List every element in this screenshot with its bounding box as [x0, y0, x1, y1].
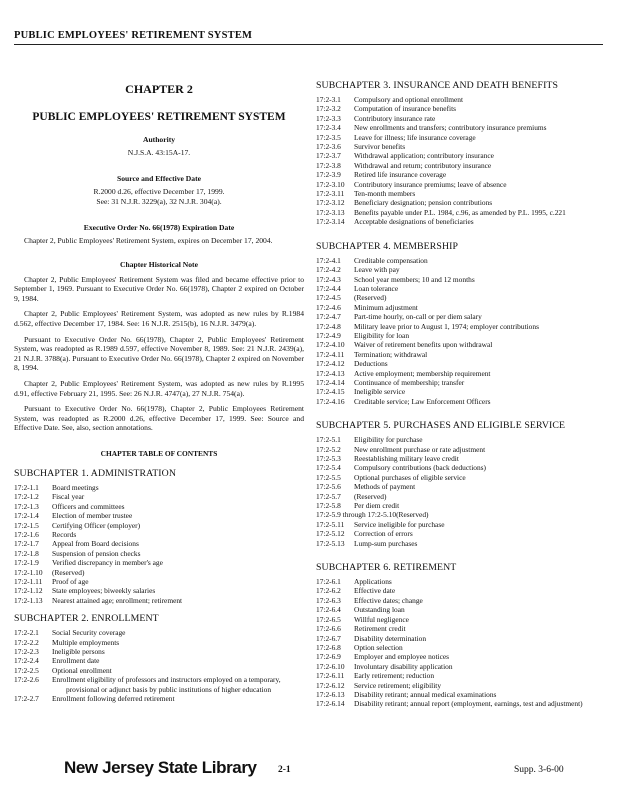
- toc-entry: [316, 435, 607, 444]
- section-title: Eligibility for loan: [354, 330, 410, 340]
- section-title: Beneficiary designation; pension contributions: [354, 198, 493, 208]
- section-number: 17:2-3.12: [316, 198, 345, 208]
- toc-entry: [14, 539, 304, 548]
- toc-entry: [316, 369, 607, 378]
- section-title: Contributory insurance rate: [354, 113, 436, 123]
- toc-entry: [14, 628, 304, 637]
- section-number: 17:2-4.16: [316, 396, 345, 406]
- toc-entry: [316, 397, 607, 406]
- section-title: Appeal from Board decisions: [52, 539, 139, 549]
- section-number: 17:2-4.5: [316, 293, 341, 303]
- toc-entry: [316, 359, 607, 368]
- section-number: 17:2-1.11: [14, 576, 43, 586]
- section-number: 17:2-3.6: [316, 142, 341, 152]
- toc-entry: [316, 114, 607, 123]
- toc-entry: [316, 189, 607, 198]
- toc-entry: [316, 350, 607, 359]
- toc-entry: [316, 445, 607, 454]
- section-title: Continuance of membership; transfer: [354, 377, 465, 387]
- section-number: 17:2-1.13: [14, 595, 43, 605]
- section-title: Involuntary disability application: [354, 661, 453, 671]
- toc-entry: [316, 293, 607, 302]
- executive-order-heading: Executive Order No. 66(1978) Expiration Date: [83, 223, 235, 232]
- toc-list: [316, 256, 607, 407]
- section-title: Reestablishing military leave credit: [354, 454, 459, 463]
- section-number: 17:2-4.15: [316, 387, 345, 397]
- section-title: (Reserved): [354, 491, 387, 501]
- section-title: Enrollment eligibility of professors and instructors employed on a temporary, provisional or adjunct basis by public institutions of higher education: [52, 675, 281, 694]
- toc-entry: [316, 265, 607, 274]
- section-title: Leave for illness; life insurance coverage: [354, 132, 476, 142]
- toc-entry: [316, 492, 607, 501]
- section-number: 17:2-1.10: [14, 567, 43, 577]
- section-number: 17:2-3.2: [316, 104, 341, 114]
- section-number: 17:2-4.13: [316, 368, 345, 378]
- toc-entry: [316, 577, 607, 586]
- running-header: PUBLIC EMPLOYEES' RETIREMENT SYSTEM: [14, 30, 253, 41]
- historical-note-heading: Chapter Historical Note: [120, 259, 198, 269]
- toc-entry: [316, 123, 607, 132]
- section-number: 17:2-1.5: [14, 520, 39, 530]
- section-number: 17:2-1.1: [14, 482, 39, 492]
- section-title: Nearest attained age; enrollment; retirement: [52, 595, 183, 605]
- toc-entry: [316, 615, 607, 624]
- section-number: 17:2-4.7: [316, 312, 341, 322]
- section-number: 17:2-3.4: [316, 123, 341, 133]
- section-number: 17:2-6.14: [316, 699, 345, 709]
- toc-entry: [14, 694, 304, 703]
- section-title: Computation of insurance benefits: [354, 104, 457, 114]
- section-title: New enrollments and transfers; contributory insurance premiums: [354, 123, 547, 133]
- section-title: Compulsory contributions (back deductions): [354, 463, 486, 473]
- toc-entry: [316, 133, 607, 142]
- section-title: Applications: [354, 577, 392, 587]
- section-title: Active employment; membership requirement: [354, 368, 491, 378]
- source-line: R.2000 d.26, effective December 17, 1999.: [93, 187, 225, 196]
- section-number: 17:2-2.5: [14, 665, 39, 675]
- section-number: 17:2-2.3: [14, 647, 39, 656]
- toc-entry: [316, 643, 607, 652]
- toc-entry: [316, 454, 607, 463]
- historical-note-paragraph: Chapter 2, Public Employees' Retirement System, was adopted as new rules by R.1984 d.562, effective December 17, 1984. See: 16 N.J.R. 2515(b), 16 N.J.R. 3479(a).: [14, 309, 304, 328]
- section-title: School year members; 10 and 12 months: [354, 274, 475, 284]
- toc-entry: [316, 303, 607, 312]
- section-number: 17:2-6.2: [316, 586, 341, 596]
- section-title: Methods of payment: [354, 482, 416, 492]
- section-number: 17:2-4.11: [316, 349, 345, 359]
- section-title: Military leave prior to August 1, 1974; employer contributions: [354, 321, 539, 331]
- section-title: Verified discrepancy in member's age: [52, 558, 163, 568]
- section-title: Deductions: [354, 359, 388, 369]
- toc-entry: [316, 170, 607, 179]
- section-title: Compulsory and optional enrollment: [354, 95, 463, 104]
- right-column: [316, 80, 607, 709]
- section-number: 17:2-2.7: [14, 694, 39, 704]
- section-number: 17:2-2.2: [14, 637, 39, 647]
- authority-heading: Authority: [142, 135, 176, 144]
- section-number: 17:2-5.4: [316, 463, 341, 473]
- toc-entry: [14, 675, 304, 694]
- section-number: 17:2-5.1: [316, 435, 341, 445]
- toc-list: [316, 95, 607, 227]
- left-column: [14, 80, 304, 703]
- section-number: 17:2-4.4: [316, 283, 341, 293]
- section-title: Correction of errors: [354, 529, 413, 539]
- toc-entry: [316, 331, 607, 340]
- section-number: 17:2-3.8: [316, 160, 341, 170]
- section-number: 17:2-6.10: [316, 661, 345, 671]
- section-title: Creditable compensation: [354, 255, 428, 265]
- section-title: Optional enrollment: [52, 665, 112, 675]
- toc-list: [14, 483, 304, 605]
- section-number: 17:2-4.10: [316, 340, 345, 350]
- toc-entry: [14, 492, 304, 501]
- subchapter-heading: SUBCHAPTER 4. MEMBERSHIP: [316, 240, 459, 252]
- toc-entry: [316, 529, 607, 538]
- section-number: 17:2-5.7: [316, 491, 341, 501]
- toc-entry: [14, 577, 304, 586]
- section-title: Proof of age: [52, 576, 89, 586]
- section-number: 17:2-2.6: [14, 675, 39, 685]
- toc-entry: [316, 322, 607, 331]
- toc-entry: [316, 501, 607, 510]
- header-rule: [14, 44, 603, 45]
- section-number: 17:2-4.14: [316, 377, 345, 387]
- section-title: Records: [52, 529, 77, 539]
- section-number: 17:2-3.3: [316, 113, 341, 123]
- section-number: 17:2-6.1: [316, 577, 341, 587]
- section-number: 17:2-3.9: [316, 170, 341, 180]
- toc-entry: [316, 690, 607, 699]
- toc-entry: [14, 511, 304, 520]
- section-title: Part-time hourly, on-call or per diem salary: [354, 312, 482, 322]
- section-title: Leave with pay: [354, 265, 400, 275]
- toc-entry: [316, 198, 607, 207]
- chapter-label: CHAPTER 2: [125, 82, 193, 96]
- toc-entry: [316, 652, 607, 661]
- section-title: Acceptable designations of beneficiaries: [354, 217, 474, 227]
- section-title: Minimum adjustment: [354, 302, 418, 312]
- toc-entry: [14, 638, 304, 647]
- section-number: 17:2-5.9 through 17:2-5.10: [316, 510, 397, 520]
- toc-entry: [316, 671, 607, 680]
- toc-entry: [316, 605, 607, 614]
- section-number: 17:2-5.13: [316, 538, 345, 548]
- section-title: Option selection: [354, 642, 403, 652]
- section-title: Ineligible service: [354, 387, 406, 397]
- subchapter-heading: SUBCHAPTER 1. ADMINISTRATION: [14, 467, 177, 479]
- section-title: Fiscal year: [52, 492, 85, 502]
- section-number: 17:2-1.6: [14, 529, 39, 539]
- toc-list: [14, 628, 304, 703]
- historical-note-paragraph: Chapter 2, Public Employees' Retirement System was filed and became effective prior to September 1, 1969. Pursuant to Executive Order No. 66(1978), Chapter 2 expired on October 9, 1984.: [14, 274, 304, 303]
- section-number: 17:2-5.5: [316, 472, 341, 482]
- section-number: 17:2-4.12: [316, 359, 345, 369]
- section-number: 17:2-5.8: [316, 501, 341, 511]
- section-title: Retirement credit: [354, 624, 406, 634]
- section-title: Multiple employments: [52, 637, 120, 647]
- toc-entry: [14, 502, 304, 511]
- source-line: See: 31 N.J.R. 3229(a), 32 N.J.R. 304(a).: [96, 197, 222, 206]
- section-number: 17:2-6.8: [316, 642, 341, 652]
- section-title: Board meetings: [52, 482, 99, 492]
- section-number: 17:2-3.1: [316, 95, 341, 104]
- source-heading: Source and Effective Date: [116, 174, 201, 183]
- section-title: Ten-month members: [354, 189, 416, 199]
- section-title: Service ineligible for purchase: [354, 519, 445, 529]
- subchapter-heading: SUBCHAPTER 2. ENROLLMENT: [14, 613, 159, 625]
- section-title: Early retirement; reduction: [354, 671, 435, 681]
- section-number: 17:2-6.4: [316, 605, 341, 615]
- section-number: 17:2-4.9: [316, 330, 341, 340]
- section-title: Per diem credit: [354, 501, 400, 511]
- toc-entry: [316, 624, 607, 633]
- toc-entry: [316, 662, 607, 671]
- toc-entry: [316, 312, 607, 321]
- section-number: 17:2-4.8: [316, 321, 341, 331]
- toc-entry: [316, 699, 607, 708]
- toc-entry: [14, 549, 304, 558]
- toc-entry: [316, 463, 607, 472]
- section-title: Benefits payable under P.L. 1984, c.96, as amended by P.L. 1995, c.221: [354, 207, 566, 217]
- toc-entry: [316, 586, 607, 595]
- authority-text: N.J.S.A. 43:15A-17.: [127, 148, 191, 157]
- toc-entry: [14, 647, 304, 656]
- section-title: Contributory insurance premiums; leave of absence: [354, 179, 507, 189]
- section-number: 17:2-1.12: [14, 586, 43, 596]
- toc-entry: [316, 510, 607, 519]
- section-title: Enrollment date: [52, 656, 100, 666]
- section-title: Termination; withdrawal: [354, 349, 428, 359]
- section-title: Ineligible persons: [52, 647, 105, 656]
- toc-entry: [316, 482, 607, 491]
- section-title: Survivor benefits: [354, 142, 406, 152]
- historical-note-paragraph: Pursuant to Executive Order No. 66(1978), Chapter 2, Public Employees Retirement System, was readopted as R.2000 d.26, effective December 17, 1999. See: Source and Effective Date. See, also, section annotations.: [14, 404, 304, 433]
- section-title: Retired life insurance coverage: [354, 170, 447, 180]
- toc-entry: [316, 161, 607, 170]
- section-title: Disability retirant; annual medical examinations: [354, 689, 497, 699]
- toc-entry: [316, 473, 607, 482]
- toc-entry: [316, 180, 607, 189]
- toc-entry: [316, 284, 607, 293]
- subchapter-heading: SUBCHAPTER 5. PURCHASES AND ELIGIBLE SERVICE: [316, 420, 566, 432]
- section-number: 17:2-4.6: [316, 302, 341, 312]
- section-number: 17:2-6.11: [316, 671, 345, 681]
- chapter-name: PUBLIC EMPLOYEES' RETIREMENT SYSTEM: [32, 111, 286, 123]
- section-number: 17:2-5.11: [316, 519, 345, 529]
- subchapter-heading: SUBCHAPTER 3. INSURANCE AND DEATH BENEFITS: [316, 80, 559, 91]
- section-title: Social Security coverage: [52, 628, 126, 638]
- section-number: 17:2-3.5: [316, 132, 341, 142]
- section-number: 17:2-1.3: [14, 501, 39, 511]
- section-number: 17:2-3.10: [316, 179, 345, 189]
- section-number: 17:2-4.1: [316, 255, 341, 265]
- section-title: Outstanding loan: [354, 605, 405, 615]
- toc-entry: [316, 275, 607, 284]
- toc-entry: [316, 681, 607, 690]
- toc-entry: [316, 378, 607, 387]
- executive-order-text: Chapter 2, Public Employees' Retirement System, expires on December 17, 2004.: [24, 236, 273, 245]
- toc-entry: [14, 483, 304, 492]
- section-title: Eligibility for purchase: [354, 435, 423, 445]
- section-number: 17:2-1.4: [14, 511, 39, 521]
- toc-entry: [14, 596, 304, 605]
- section-title: Disability retirant; annual report (employment, earnings, test and adjustment): [354, 699, 583, 709]
- toc-entry: [14, 530, 304, 539]
- toc-entry: [316, 539, 607, 548]
- section-title: Withdrawal and return; contributory insurance: [354, 160, 492, 170]
- section-number: 17:2-3.14: [316, 217, 345, 227]
- section-title: Creditable service; Law Enforcement Officers: [354, 396, 491, 406]
- library-stamp: New Jersey State Library: [64, 758, 257, 777]
- toc-entry: [316, 208, 607, 217]
- section-title: (Reserved): [396, 510, 429, 520]
- toc-entry: [316, 634, 607, 643]
- section-title: Waiver of retirement benefits upon withdrawal: [354, 340, 493, 350]
- toc-entry: [14, 666, 304, 675]
- section-number: 17:2-6.12: [316, 680, 345, 690]
- historical-note-paragraph: Pursuant to Executive Order No. 66(1978), Chapter 2, Public Employees' Retirement System, was readopted as R.1989 d.597, effective November 8, 1989. See: 21 N.J.R. 2439(a), 21 N.J.R. 3788(a). Pursuant to Executive Order No. 66(1978), Chapter 2 expired on November 8, 1994.: [14, 334, 304, 373]
- section-number: 17:2-5.3: [316, 454, 341, 463]
- section-number: 17:2-1.2: [14, 492, 39, 502]
- historical-note-paragraph: Chapter 2, Public Employees' Retirement System, was adopted as new rules by R.1995 d.91, effective February 21, 1995. See: 26 N.J.R. 4747(a), 27 N.J.R. 754(a).: [14, 378, 304, 398]
- toc-list: [316, 435, 607, 548]
- toc-entry: [316, 387, 607, 396]
- page-number: 2-1: [278, 765, 291, 775]
- toc-entry: [316, 520, 607, 529]
- section-number: 17:2-6.7: [316, 633, 341, 643]
- section-number: 17:2-4.3: [316, 274, 341, 284]
- section-number: 17:2-5.2: [316, 444, 341, 454]
- supplement-date: Supp. 3-6-00: [514, 765, 564, 775]
- section-title: Employer and employee notices: [354, 652, 450, 662]
- toc-entry: [14, 558, 304, 567]
- section-number: 17:2-4.2: [316, 265, 341, 275]
- section-number: 17:2-2.1: [14, 628, 39, 638]
- section-title: Lump-sum purchases: [354, 538, 418, 548]
- section-number: 17:2-2.4: [14, 656, 39, 666]
- toc-entry: [316, 104, 607, 113]
- section-title: Suspension of pension checks: [52, 548, 141, 558]
- toc-entry: [14, 521, 304, 530]
- toc-entry: [316, 256, 607, 265]
- section-title: (Reserved): [52, 567, 85, 577]
- section-number: 17:2-3.11: [316, 189, 345, 199]
- section-title: State employees; biweekly salaries: [52, 586, 156, 596]
- section-number: 17:2-1.7: [14, 539, 39, 549]
- toc-entry: [316, 596, 607, 605]
- section-title: Service retirement; eligibility: [354, 680, 442, 690]
- section-number: 17:2-3.7: [316, 151, 341, 161]
- toc-list: [316, 577, 607, 709]
- toc-entry: [316, 142, 607, 151]
- section-number: 17:2-5.6: [316, 482, 341, 492]
- toc-entry: [14, 586, 304, 595]
- toc-entry: [316, 151, 607, 160]
- section-title: Disability determination: [354, 633, 427, 643]
- section-title: Willful negligence: [354, 614, 409, 624]
- section-title: (Reserved): [354, 293, 387, 303]
- section-number: 17:2-6.9: [316, 652, 341, 662]
- section-title: Optional purchases of eligible service: [354, 472, 466, 482]
- toc-entry: [14, 656, 304, 665]
- toc-entry: [316, 95, 607, 104]
- section-number: 17:2-6.3: [316, 595, 341, 605]
- section-title: Enrollment following deferred retirement: [52, 694, 175, 704]
- section-number: 17:2-6.13: [316, 689, 345, 699]
- section-title: New enrollment purchase or rate adjustment: [354, 444, 486, 454]
- section-number: 17:2-6.6: [316, 624, 341, 634]
- section-title: Loan tolerance: [354, 283, 399, 293]
- toc-entry: [316, 340, 607, 349]
- section-number: 17:2-1.9: [14, 558, 39, 568]
- subchapter-heading: SUBCHAPTER 6. RETIREMENT: [316, 562, 457, 574]
- toc-entry: [14, 568, 304, 577]
- section-number: 17:2-5.12: [316, 529, 345, 539]
- toc-entry: [316, 217, 607, 226]
- section-number: 17:2-3.13: [316, 207, 345, 217]
- section-title: Officers and committees: [52, 501, 125, 511]
- section-title: Effective date: [354, 586, 396, 596]
- section-title: Certifying Officer (employer): [52, 520, 141, 530]
- section-title: Effective dates; change: [354, 595, 423, 605]
- table-of-contents-heading: CHAPTER TABLE OF CONTENTS: [100, 448, 218, 458]
- section-number: 17:2-6.5: [316, 614, 341, 624]
- section-title: Election of member trustee: [52, 511, 133, 521]
- section-number: 17:2-1.8: [14, 548, 39, 558]
- section-title: Withdrawal application; contributory insurance: [354, 151, 494, 161]
